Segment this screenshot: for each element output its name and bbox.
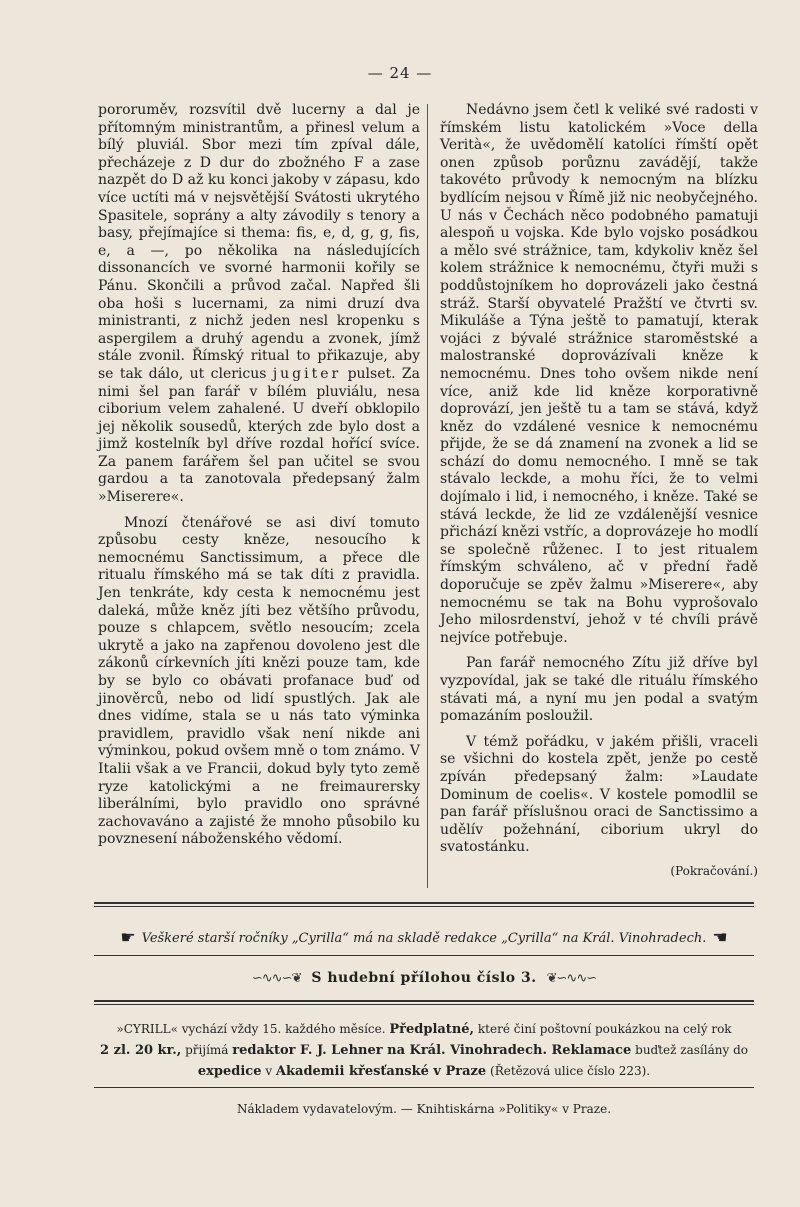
divider-rule <box>94 1004 754 1005</box>
paragraph: Mnozí čtenářové se asi diví tomuto způsobu cesty kněze, nesoucího k nemocnému Sanctissimum, a přece dle ritualu římského má se tak díti z pravidla. Jen tenkráte, kdy cesta k nemocnému jest daleká, může kněz jíti bez většího průvodu, pouze s chlapcem, světlo nesoucím; zcela ukrytě a jako na zapřenou dovoleno jest dle zákonů církevních jíti knězi pouze tam, kde by se bylo co obávati profanace buď od jinověrců, nebo od lidí spustlých. Jak ale dnes vidíme, stala se u nás tato výminka pravidlem, pravidlo však není nikde ani výminkou, pokud ovšem mně o tom známo. V Italii však a ve Francii, dokud byly tyto země ryze katolickými a ne freimaurersky liberálními, bylo pravidlo ono správné zachovaváno a zajisté že mnoho působilo ku povznesení náboženského vědomí. <box>98 514 420 848</box>
page-number: — 24 — <box>367 64 433 82</box>
continued-note: (Pokračování.) <box>670 863 758 878</box>
subscription-info: »CYRILL« vychází vždy 15. každého měsíce. Předplatné, které činí poštovní poukázkou na celý rok 2 zl. 20 kr., přijímá redaktor F. J. Lehner na Král. Vinohradech. Reklamace buďtež zasílány do expedice v Akademii křesťanské v Praze (Řetězová ulice číslo 223). <box>100 1022 748 1079</box>
ornament-right-icon: ❦∽∿∿∽ <box>546 970 597 986</box>
notice-text: Veškeré starší ročníky „Cyrilla“ má na skladě redakce „Cyrilla“ na Král. Vinohradech. <box>141 930 707 946</box>
divider-rule <box>94 1087 754 1088</box>
divider-rule <box>94 902 754 904</box>
left-column <box>98 102 420 857</box>
divider-rule <box>94 955 754 956</box>
pointing-hand-right-icon: ☛ <box>120 928 136 948</box>
paragraph: pororuměv, rozsvítil dvě lucerny a dal je přítomným ministrantům, a přinesl velum a bílý pluviál. Sbor mezi tím zpíval dále, přecházeje z D dur do zbožného F a zase nazpět do D až ku konci jakoby v zápasu, kdo více uctíti má v nejsvětější Svátosti ukrytého Spasitele, soprány a alty závodily s tenory a basy, přejímajíce si thema: fis, e, d, g, g, fis, e, a —, po několika na následujících dissonancích ve svorné harmonii kořily se Pánu. Skončili a průvod začal. Napřed šli oba hoši s lucernami, za nimi druzí dva ministranti, z nichž jeden nesl kropenku s aspergilem a druhý agendu a zvonek, jímž stále zvonil. Římský ritual to přikazuje, aby se tak dálo, ut clericus jugiter pulset. Za nimi šel pan farář v bílém pluviálu, nesa ciborium velem zahalené. U dveří obklopilo jej několik sousedů, kterých zde bylo dost a jimž kostelník byl dříve rozdal hořící svíce. Za panem farářem šel pan učitel se svou gardou a ta zanotovala předepsaný žalm »Miserere«. <box>98 102 421 506</box>
paragraph: Pan farář nemocného Zítu již dříve byl vyzpovídal, jak se také dle rituálu římského stávati má, a nyní mu jen podal a svatým pomazáním posloužil. <box>440 655 758 725</box>
column-divider <box>427 104 428 888</box>
divider-rule <box>94 1000 754 1002</box>
divider-rule <box>94 906 754 907</box>
music-supplement-line <box>94 970 754 986</box>
supplement-text: S hudební přílohou číslo 3. <box>311 970 537 986</box>
right-column <box>440 102 758 881</box>
paragraph: Nedávno jsem četl k veliké své radosti v římském listu katolickém »Voce della Verità«, že uvědomělí katolíci římští opět onen způsob porůznu zavádějí, takže takovéto průvody k nemocným na blízku bydlícím nejsou v Římě již nic neobyčejného. U nás v Čechách něco podobného pamatuji alespoň u vojska. Kde bylo vojsko posádkou a mělo své strážnice, tam, kdykoliv kněz šel kolem strážnice k nemocnému, čtyři muži s poddůstojníkem ho doprovázeli jako čestná stráž. Starší obyvatelé Pražští ve čtvrti sv. Mikuláše a Týna ještě to pamatují, kterak vojáci z bývalé strážnice staroměstské a malostranské doprovázívali kněze k nemocnému. Dnes toho ovšem nikde není více, aniž kde lid kněze korporativně doprovází, jen ještě tu a tam se stává, když kněz do vzdálené vesnice k nemocnému přijde, že se dá znamení na zvonek a lid se schází do domu nemocného. I mně se tak stávalo leckde, a mohu říci, že to velmi dojímalo i lid, i nemocného, i kněze. Také se stává leckde, že lid ze vzdálenější vesnice přichází knězi vstříc, a doprovázeje ho modlí se společně růženec. I to jest ritualem římským schváleno, ač v přední řadě doporučuje se zpěv žalmu »Miserere«, aby nemocnému se tak na Bohu vyprošovalo Jeho milosrdenství, jehož v té chvíli právě nejvíce potřebuje. <box>440 102 758 646</box>
printer-imprint: Nákladem vydavatelovým. — Knihtiskárna »Politiky« v Praze. <box>236 1102 612 1116</box>
paragraph: V témž pořádku, v jakém přišli, vraceli se všichni do kostela zpět, jenže po cestě zpíván předepsaný žalm: »Laudate Dominum de coelis«. V kostele pomodlil se pan farář příslušnou oraci de Sanctissimo a udělív požehnání, ciborium ukryl do svatostánku. <box>440 733 758 856</box>
back-issues-notice <box>94 928 754 948</box>
emphasis-spaced: jugiter <box>272 365 342 382</box>
pointing-hand-left-icon: ☚ <box>712 928 728 948</box>
ornament-left-icon: ∽∿∿∽❦ <box>251 970 302 986</box>
